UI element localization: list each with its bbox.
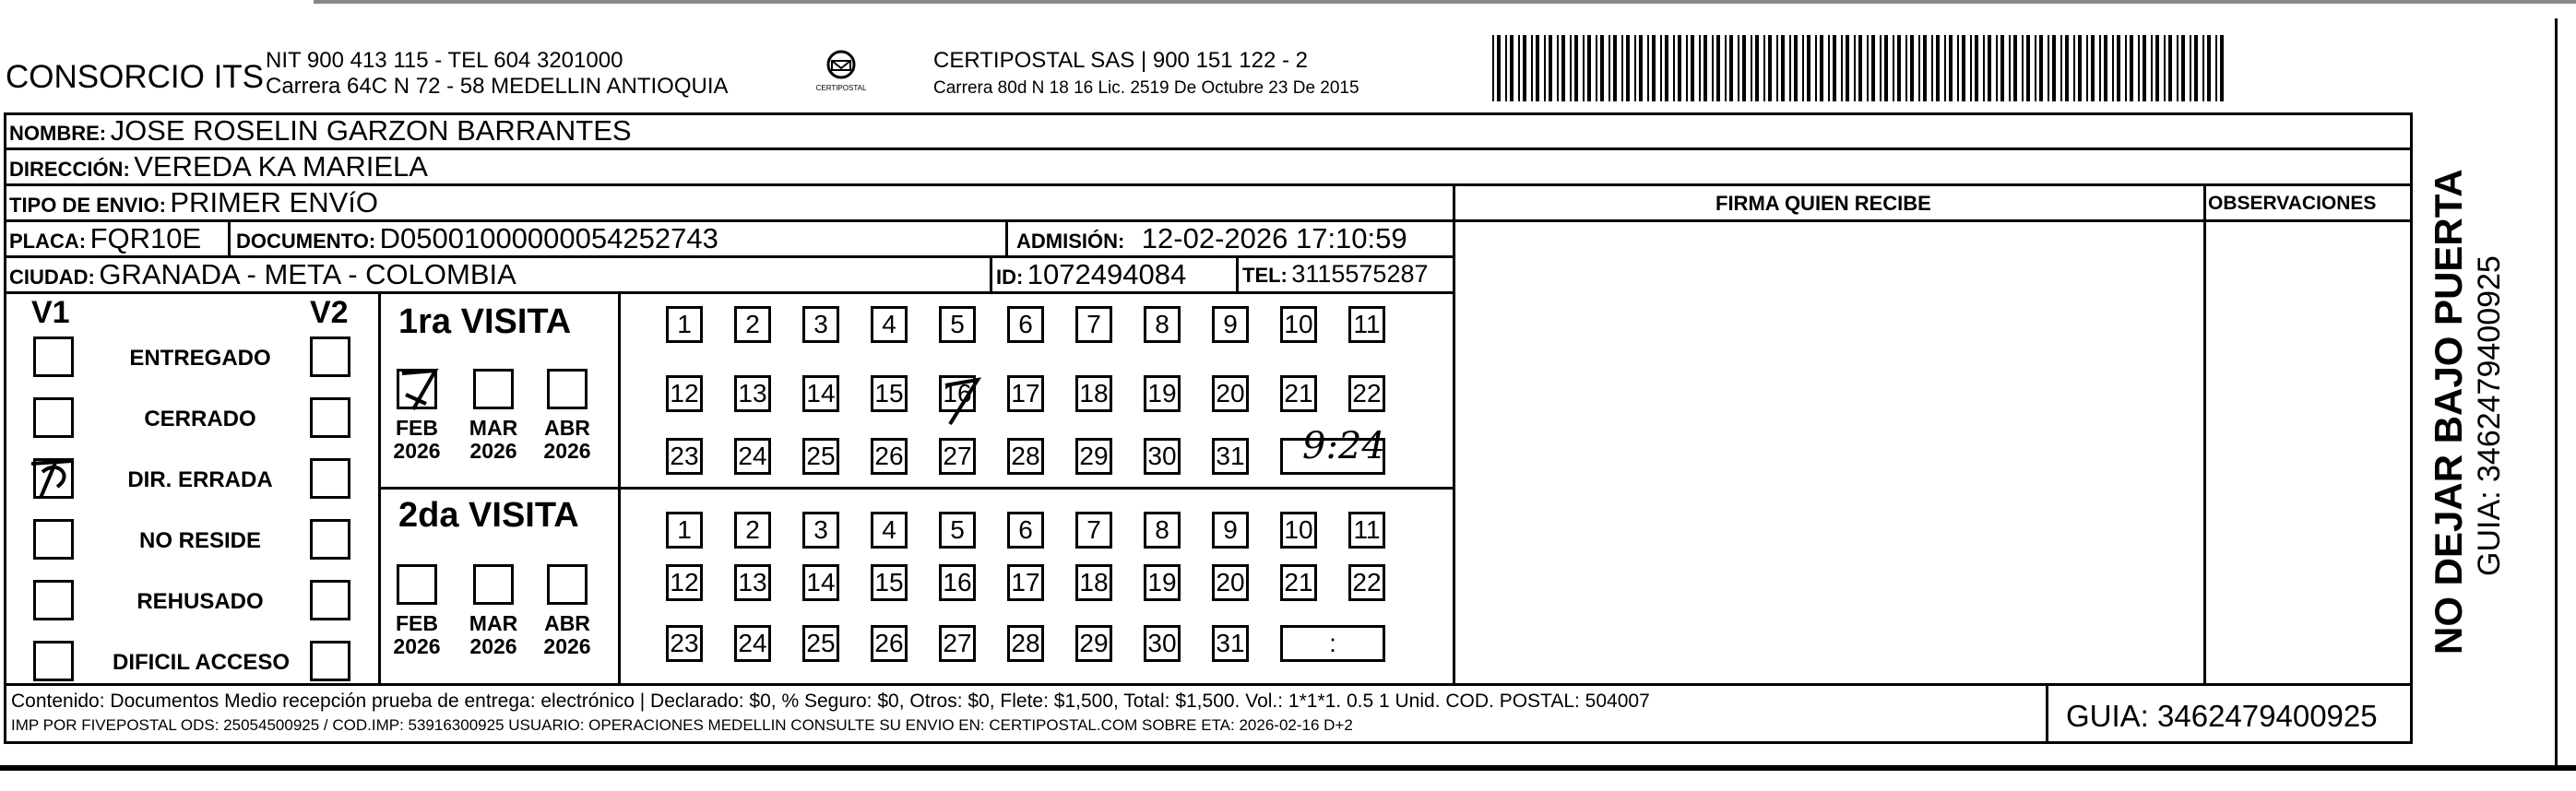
first-visit-title: 1ra VISITA — [398, 302, 572, 341]
first-visit-day-21[interactable]: 21 — [1280, 375, 1317, 412]
v1-checkbox[interactable] — [33, 336, 74, 377]
second-visit-day-8[interactable]: 8 — [1144, 512, 1181, 549]
second-visit-day-19[interactable]: 19 — [1144, 564, 1181, 601]
first-visit-day-11[interactable]: 11 — [1348, 306, 1385, 343]
first-visit-day-10[interactable]: 10 — [1280, 306, 1317, 343]
first-visit-day-1[interactable]: 1 — [666, 306, 703, 343]
second-visit-day-31[interactable]: 31 — [1212, 625, 1249, 662]
nombre-value: JOSE ROSELIN GARZON BARRANTES — [110, 114, 632, 147]
right-edge-line — [2555, 18, 2558, 765]
second-visit-day-7[interactable]: 7 — [1075, 512, 1112, 549]
placa-divider — [228, 219, 231, 255]
first-visit-day-2[interactable]: 2 — [734, 306, 771, 343]
month-year: 2026 — [393, 634, 441, 659]
barcode-bar — [1962, 35, 1965, 101]
barcode-bar — [2048, 35, 2049, 101]
first-visit-day-18[interactable]: 18 — [1075, 375, 1112, 412]
tipo-envio-row — [9, 188, 378, 217]
barcode-bar — [2168, 35, 2172, 101]
signature-divider — [1453, 183, 1455, 686]
row-line — [4, 291, 1455, 294]
month-label — [466, 417, 521, 464]
barcode-bar — [1523, 35, 1526, 101]
side-guia-text: GUIA: 3462479400925 — [2472, 255, 2507, 576]
month-year: 2026 — [543, 634, 591, 659]
barcode-bar — [1665, 35, 1668, 101]
observaciones-divider — [2203, 183, 2206, 686]
second-visit-title: 2da VISITA — [398, 496, 579, 535]
admision-value: 12-02-2026 17:10:59 — [1141, 222, 1407, 254]
second-visit-day-18[interactable]: 18 — [1075, 564, 1112, 601]
v2-checkbox[interactable] — [310, 580, 350, 620]
barcode-bar — [2194, 35, 2198, 101]
status-option-label: NO RESIDE — [138, 528, 262, 553]
barcode-graphic — [1492, 35, 2226, 101]
first-visit-day-6[interactable]: 6 — [1007, 306, 1044, 343]
second-visit-day-27[interactable]: 27 — [939, 625, 976, 662]
ciudad-label: CIUDAD: — [9, 266, 95, 289]
month-year: 2026 — [469, 439, 517, 464]
barcode-bar — [2039, 35, 2043, 101]
barcode-bar — [1828, 35, 1830, 101]
barcode-bar — [1536, 35, 1539, 101]
second-visit-day-21[interactable]: 21 — [1280, 564, 1317, 601]
barcode-bar — [1755, 35, 1759, 101]
barcode-bar — [1583, 35, 1585, 101]
observaciones-header: OBSERVACIONES — [2208, 193, 2377, 214]
v2-label: V2 — [310, 295, 349, 330]
barcode-bar — [2009, 35, 2011, 101]
footer-guia-divider — [2046, 683, 2048, 744]
second-visit-day-26[interactable]: 26 — [871, 625, 908, 662]
barcode-bar — [1918, 35, 1920, 101]
barcode-bar — [2104, 35, 2107, 101]
barcode-bar — [2143, 35, 2146, 101]
first-visit-day-16[interactable]: 16 — [939, 375, 976, 412]
barcode-bar — [1549, 35, 1552, 101]
month-name: MAR — [469, 416, 518, 440]
first-visit-day-17[interactable]: 17 — [1007, 375, 1044, 412]
barcode-bar — [2151, 35, 2153, 101]
second-visit-day-6[interactable]: 6 — [1007, 512, 1044, 549]
barcode-bar — [1686, 35, 1688, 101]
barcode-bar — [1867, 35, 1869, 101]
second-visit-day-24[interactable]: 24 — [734, 625, 771, 662]
first-visit-day-7[interactable]: 7 — [1075, 306, 1112, 343]
first-visit-day-28[interactable]: 28 — [1007, 438, 1044, 475]
barcode-bar — [2155, 35, 2159, 101]
first-visit-day-23[interactable]: 23 — [666, 438, 703, 475]
barcode-bar — [1858, 35, 1862, 101]
v1-checkbox[interactable] — [33, 641, 74, 681]
month-checkbox-feb[interactable] — [397, 564, 437, 605]
month-name: MAR — [469, 611, 518, 635]
month-checkbox-feb[interactable] — [397, 369, 437, 409]
barcode-bar — [1544, 35, 1546, 101]
company-name: CONSORCIO ITS — [6, 59, 265, 95]
barcode-bar — [1833, 35, 1836, 101]
barcode-bar — [1988, 35, 1991, 101]
id-field — [996, 260, 1186, 289]
first-visit-day-24[interactable]: 24 — [734, 438, 771, 475]
barcode-bar — [1634, 35, 1636, 101]
barcode-bar — [1763, 35, 1765, 101]
barcode-bar — [2190, 35, 2191, 101]
second-visit-day-20[interactable]: 20 — [1212, 564, 1249, 601]
status-option-label: DIR. ERRADA — [127, 467, 273, 492]
barcode-bar — [1678, 35, 1681, 101]
month-name: FEB — [396, 611, 438, 635]
second-visit-day-14[interactable]: 14 — [802, 564, 839, 601]
first-visit-day-25[interactable]: 25 — [802, 438, 839, 475]
second-visit-day-12[interactable]: 12 — [666, 564, 703, 601]
barcode-bar — [1807, 35, 1810, 101]
second-visit-day-13[interactable]: 13 — [734, 564, 771, 601]
barcode-bar — [1570, 35, 1572, 101]
second-visit-day-11[interactable]: 11 — [1348, 512, 1385, 549]
tel-label: TEL: — [1242, 264, 1288, 287]
firma-header: FIRMA QUIEN RECIBE — [1715, 192, 1931, 215]
barcode-bar — [1609, 35, 1610, 101]
second-visit-day-16[interactable]: 16 — [939, 564, 976, 601]
barcode-bar — [2177, 35, 2178, 101]
barcode-bar — [1660, 35, 1662, 101]
second-visit-day-5[interactable]: 5 — [939, 512, 976, 549]
footer-guia-number: GUIA: 3462479400925 — [2066, 699, 2378, 733]
tel-divider — [1236, 255, 1239, 291]
nombre-row — [9, 116, 632, 145]
carrier-name: CERTIPOSTAL SAS | 900 151 122 - 2 — [933, 48, 1308, 73]
carrier-address: Carrera 80d N 18 16 Lic. 2519 De Octubre 23 De 2015 — [933, 78, 1359, 98]
second-visit-day-22[interactable]: 22 — [1348, 564, 1385, 601]
barcode-bar — [1884, 35, 1888, 101]
v1-checkbox[interactable] — [33, 519, 74, 560]
barcode-bar — [2138, 35, 2140, 101]
v1-checkbox[interactable] — [33, 397, 74, 438]
second-visit-day-15[interactable]: 15 — [871, 564, 908, 601]
footer-content-line: Contenido: Documentos Medio recepción prueba de entrega: electrónico | Declarado: $0, % Seguro: $0, Otros: $0, Flete: $1,500, Total: $1,500. Vol.: 1*1*1. 0.5 1 Unid. COD. POSTAL: 504007 — [11, 691, 1650, 712]
company-address: Carrera 64C N 72 - 58 MEDELLIN ANTIOQUIA — [266, 74, 729, 99]
barcode-bar — [1970, 35, 1972, 101]
first-visit-day-3[interactable]: 3 — [802, 306, 839, 343]
first-visit-day-31[interactable]: 31 — [1212, 438, 1249, 475]
second-visit-day-25[interactable]: 25 — [802, 625, 839, 662]
first-visit-day-20[interactable]: 20 — [1212, 375, 1249, 412]
firma-header-line — [1453, 219, 2413, 222]
footer-print-line: IMP POR FIVEPOSTAL ODS: 25054500925 / COD.IMP: 53916300925 USUARIO: OPERACIONES MEDELLIN CONSULTE SU ENVIO EN: CERTIPOSTAL.COM SOBRE ETA: 2026-02-16 D+2 — [11, 716, 1353, 734]
documento-label: DOCUMENTO: — [236, 230, 376, 253]
first-visit-time-value: 9:24 — [1302, 425, 1385, 467]
barcode-bar — [1639, 35, 1643, 101]
first-visit-day-14[interactable]: 14 — [802, 375, 839, 412]
month-year: 2026 — [393, 439, 441, 464]
month-checkbox-abr[interactable] — [547, 369, 588, 409]
barcode-bar — [1768, 35, 1772, 101]
barcode-bar — [1931, 35, 1933, 101]
barcode-bar — [1497, 35, 1501, 101]
barcode-bar — [2202, 35, 2204, 101]
month-checkbox-mar[interactable] — [473, 564, 514, 605]
barcode-bar — [1880, 35, 1882, 101]
second-visit-day-17[interactable]: 17 — [1007, 564, 1044, 601]
barcode-bar — [1897, 35, 1901, 101]
status-option-label: ENTREGADO — [129, 346, 271, 371]
barcode-bar — [1557, 35, 1559, 101]
barcode-bar — [2117, 35, 2120, 101]
barcode-bar — [2060, 35, 2062, 101]
ciudad-value: GRANADA - META - COLOMBIA — [99, 258, 516, 290]
barcode-bar — [1574, 35, 1578, 101]
month-name: FEB — [396, 416, 438, 440]
first-visit-day-26[interactable]: 26 — [871, 438, 908, 475]
barcode-bar — [1596, 35, 1597, 101]
barcode-bar — [2078, 35, 2082, 101]
barcode-bar — [1820, 35, 1823, 101]
barcode-bar — [1802, 35, 1804, 101]
tipo-envio-value: PRIMER ENVíO — [170, 186, 379, 218]
tipo-envio-label: TIPO DE ENVIO: — [9, 194, 166, 217]
first-visit-day-22[interactable]: 22 — [1348, 375, 1385, 412]
second-visit-day-23[interactable]: 23 — [666, 625, 703, 662]
footer-right-border — [2410, 683, 2413, 744]
barcode-bar — [1949, 35, 1953, 101]
second-visit-day-28[interactable]: 28 — [1007, 625, 1044, 662]
month-name: ABR — [544, 416, 590, 440]
first-visit-day-9[interactable]: 9 — [1212, 306, 1249, 343]
second-visit-day-9[interactable]: 9 — [1212, 512, 1249, 549]
barcode — [1492, 35, 2226, 101]
v1-label: V1 — [31, 295, 70, 330]
id-divider — [990, 255, 992, 291]
month-year: 2026 — [469, 634, 517, 659]
tel-field — [1242, 262, 1429, 287]
barcode-bar — [2164, 35, 2166, 101]
documento-field — [236, 224, 718, 253]
second-visit-day-10[interactable]: 10 — [1280, 512, 1317, 549]
id-label: ID: — [996, 266, 1024, 289]
barcode-bar — [1893, 35, 1894, 101]
footer-left-border — [4, 683, 6, 744]
barcode-bar — [1983, 35, 1985, 101]
barcode-bar — [1716, 35, 1720, 101]
barcode-bar — [2125, 35, 2127, 101]
second-visit-day-1[interactable]: 1 — [666, 512, 703, 549]
nombre-label: NOMBRE: — [9, 122, 107, 145]
barcode-bar — [2000, 35, 2004, 101]
barcode-bar — [1518, 35, 1520, 101]
first-visit-day-5[interactable]: 5 — [939, 306, 976, 343]
barcode-bar — [1561, 35, 1565, 101]
barcode-bar — [1789, 35, 1791, 101]
month-name: ABR — [544, 611, 590, 635]
barcode-bar — [2026, 35, 2030, 101]
barcode-bar — [2220, 35, 2224, 101]
barcode-bar — [1621, 35, 1623, 101]
barcode-bar — [1626, 35, 1630, 101]
no-dejar-bajo-puerta-text: NO DEJAR BAJO PUERTA — [2427, 169, 2470, 655]
barcode-bar — [1492, 35, 1494, 101]
barcode-bar — [2013, 35, 2017, 101]
first-visit-day-30[interactable]: 30 — [1144, 438, 1181, 475]
second-visit-day-2[interactable]: 2 — [734, 512, 771, 549]
barcode-bar — [1781, 35, 1785, 101]
month-label — [540, 612, 595, 659]
barcode-bar — [1699, 35, 1701, 101]
first-visit-day-29[interactable]: 29 — [1075, 438, 1112, 475]
direccion-value: VEREDA KA MARIELA — [134, 150, 428, 183]
month-label — [389, 417, 445, 464]
documento-value: D05001000000054252743 — [379, 222, 718, 254]
first-visit-day-15[interactable]: 15 — [871, 375, 908, 412]
month-label — [540, 417, 595, 464]
barcode-bar — [1923, 35, 1927, 101]
barcode-bar — [1738, 35, 1739, 101]
v2-checkbox[interactable] — [310, 458, 350, 499]
month-year: 2026 — [543, 439, 591, 464]
status-option-label: REHUSADO — [137, 589, 264, 614]
barcode-bar — [1910, 35, 1914, 101]
barcode-bar — [1703, 35, 1707, 101]
barcode-bar — [1936, 35, 1940, 101]
admision-field — [1016, 224, 1407, 253]
barcode-bar — [2065, 35, 2069, 101]
v2-checkbox[interactable] — [310, 641, 350, 681]
barcode-bar — [2073, 35, 2075, 101]
first-visit-day-13[interactable]: 13 — [734, 375, 771, 412]
barcode-bar — [2091, 35, 2095, 101]
second-visit-time-box[interactable]: : — [1280, 625, 1385, 662]
visit-split-line — [378, 487, 1455, 490]
barcode-bar — [2099, 35, 2101, 101]
second-visit-day-4[interactable]: 4 — [871, 512, 908, 549]
barcode-bar — [2112, 35, 2114, 101]
barcode-bar — [2181, 35, 2185, 101]
barcode-bar — [2022, 35, 2024, 101]
barcode-bar — [1975, 35, 1978, 101]
second-visit-day-30[interactable]: 30 — [1144, 625, 1181, 662]
placa-field — [9, 224, 201, 253]
barcode-bar — [1841, 35, 1843, 101]
barcode-bar — [1531, 35, 1533, 101]
barcode-bar — [1729, 35, 1733, 101]
certipostal-logo — [813, 46, 869, 101]
month-label — [389, 612, 445, 659]
barcode-bar — [1815, 35, 1817, 101]
barcode-bar — [1712, 35, 1714, 101]
top-edge-line — [314, 0, 2576, 4]
v2-checkbox[interactable] — [310, 397, 350, 438]
id-value: 1072494084 — [1027, 258, 1187, 290]
v1-checkbox[interactable] — [33, 458, 74, 499]
barcode-bar — [1846, 35, 1849, 101]
v2-checkbox[interactable] — [310, 519, 350, 560]
status-option-label: CERRADO — [144, 407, 256, 431]
barcode-bar — [1854, 35, 1856, 101]
barcode-bar — [2207, 35, 2211, 101]
envelope-seal-icon — [813, 46, 869, 101]
first-visit-day-8[interactable]: 8 — [1144, 306, 1181, 343]
bottom-edge-line — [0, 765, 2576, 771]
barcode-bar — [2035, 35, 2036, 101]
first-visit-day-27[interactable]: 27 — [939, 438, 976, 475]
ciudad-field — [9, 260, 516, 289]
placa-label: PLACA: — [9, 230, 87, 253]
barcode-bar — [1905, 35, 1907, 101]
barcode-bar — [1652, 35, 1656, 101]
barcode-bar — [2130, 35, 2133, 101]
barcode-bar — [1505, 35, 1507, 101]
barcode-bar — [1944, 35, 1946, 101]
admision-label: ADMISIÓN: — [1016, 230, 1125, 253]
first-visit-day-19[interactable]: 19 — [1144, 375, 1181, 412]
second-visit-day-3[interactable]: 3 — [802, 512, 839, 549]
barcode-bar — [1725, 35, 1727, 101]
barcode-bar — [1587, 35, 1591, 101]
barcode-bar — [1957, 35, 1959, 101]
barcode-bar — [1776, 35, 1778, 101]
status-bottom-line — [4, 683, 1455, 686]
observaciones-right-edge — [2410, 183, 2413, 686]
barcode-bar — [1647, 35, 1649, 101]
month-label — [466, 612, 521, 659]
direccion-label: DIRECCIÓN: — [9, 158, 130, 181]
placa-value: FQR10E — [89, 222, 202, 254]
v2-checkbox[interactable] — [310, 336, 350, 377]
second-visit-day-29[interactable]: 29 — [1075, 625, 1112, 662]
barcode-bar — [1510, 35, 1514, 101]
barcode-bar — [2215, 35, 2217, 101]
barcode-bar — [1673, 35, 1675, 101]
footer-bottom-border — [4, 741, 2413, 744]
barcode-bar — [1613, 35, 1617, 101]
direccion-row — [9, 152, 428, 181]
barcode-bar — [1751, 35, 1752, 101]
status-option-label: DIFICIL ACCESO — [113, 650, 291, 675]
barcode-bar — [1691, 35, 1694, 101]
barcode-bar — [1600, 35, 1604, 101]
month-checkbox-mar[interactable] — [473, 369, 514, 409]
first-visit-day-4[interactable]: 4 — [871, 306, 908, 343]
v1-checkbox[interactable] — [33, 580, 74, 620]
tel-value: 3115575287 — [1291, 260, 1429, 288]
admision-divider — [1005, 219, 1008, 255]
barcode-bar — [1871, 35, 1875, 101]
logo-lettering: CERTIPOSTAL — [815, 84, 867, 92]
barcode-bar — [1794, 35, 1798, 101]
barcode-bar — [1742, 35, 1746, 101]
company-nit-tel: NIT 900 413 115 - TEL 604 3201000 — [266, 48, 623, 73]
first-visit-day-12[interactable]: 12 — [666, 375, 703, 412]
barcode-bar — [1996, 35, 1998, 101]
barcode-bar — [2052, 35, 2056, 101]
barcode-bar — [2086, 35, 2088, 101]
month-checkbox-abr[interactable] — [547, 564, 588, 605]
